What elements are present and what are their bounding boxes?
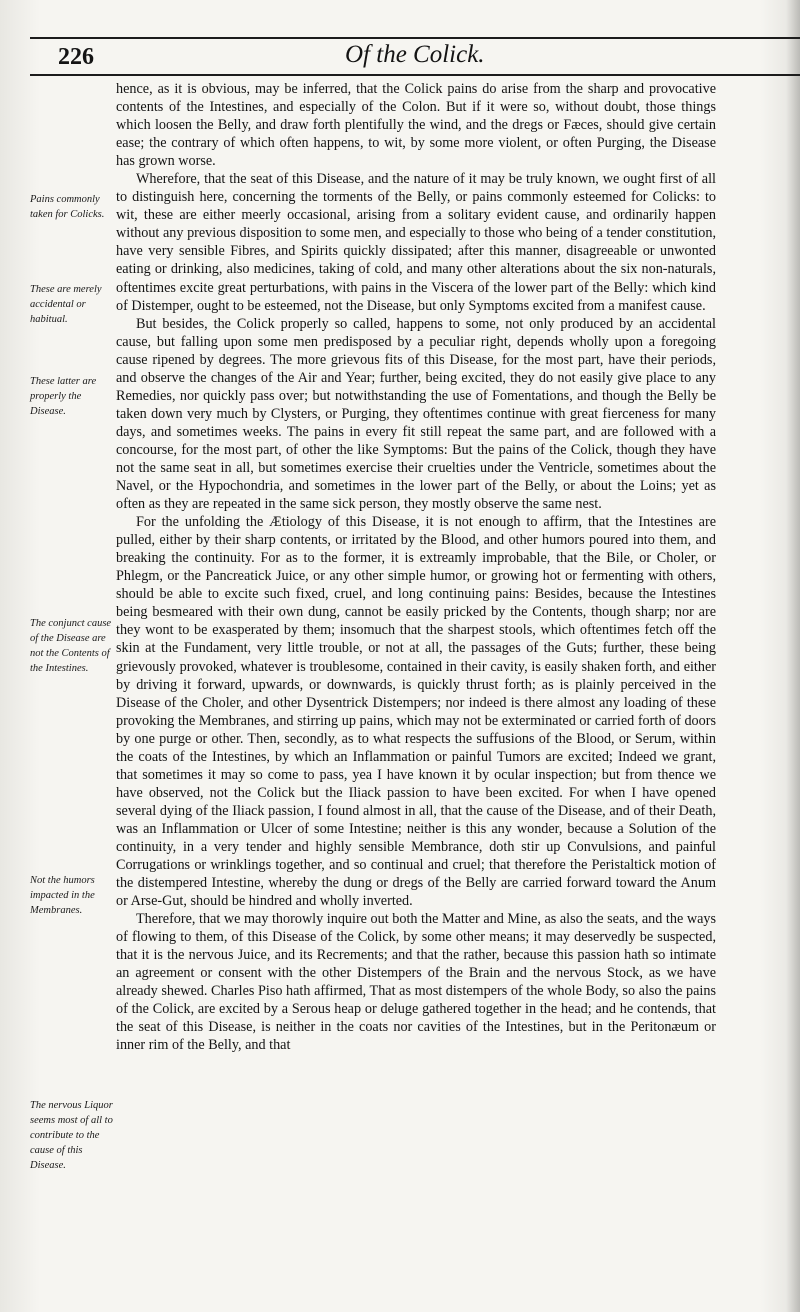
paragraph: hence, as it is obvious, may be inferred, that the Colick pains do arise from the sharp and provocative contents of the Intestines, and especially of the Colon. But if it were so, without doubt, those things which loosen the Belly, and draw forth plentifully the wind, and the dregs or Fæces, should give certain ease; the contrary of which often happens, to wit, by some more violent, or often Purging, the Disease has grown worse.	[116, 81, 716, 170]
header-rule-bottom	[30, 74, 800, 76]
page-edge-shadow	[786, 0, 800, 1312]
header-rule-top	[30, 37, 800, 39]
page-number: 226	[58, 44, 94, 70]
paragraph: Wherefore, that the seat of this Disease, and the nature of it may be truly known, we ought first of all to distinguish here, concerning the torments of the Belly, or pains commonly esteemed for Colicks: to wit, these are either meerly occasional, arising from a solitary evident cause, and ordinarily happen without any previous disposition to some men, and especially to those who being of a tender constitution, have very sensible Fibres, and Spirits quickly dissipated; after this manner, disagreeable or unwonted eating or drinking, also medicines, taking of cold, and many other alterations about the six non-naturals, oftentimes excite great perturbations, with pains in the Viscera of the lower part of the Belly: which kind of Distemper, ought to be esteemed, not the Disease, but only Symptoms excited from a manifest cause.	[116, 171, 716, 314]
margin-note: The nervous Liquor seems most of all to contribute to the cause of this Disease.	[30, 1100, 113, 1171]
body-text	[116, 80, 716, 1055]
paragraph: Therefore, that we may thorowly inquire out both the Matter and Mine, as also the seats, and the ways of flowing to them, of this Disease of the Colick, by some other means; it may deservedly be suspected, that it is the nervous Juice, and its Recrements; and that the rather, because this passion hath so intimate an agreement or consent with the other Distempers of the Brain and the nervous Stock, as we have already shewed. Charles Piso hath affirmed, That as most distempers of the whole Body, so also the pains of the Colick, are excited by a Serous heap or deluge gathered together in the head; and he contends, that the seat of this Disease, is neither in the coats nor cavities of the Intestines, but in the Peritonæum or inner rim of the Belly, and that	[116, 911, 716, 1054]
margin-note: Not the humors impacted in the Membranes.	[30, 875, 95, 916]
margin-note: These are merely accidental or habitual.	[30, 284, 102, 325]
margin-note: These latter are properly the Disease.	[30, 376, 97, 417]
margin-note: Pains commonly taken for Colicks.	[30, 194, 105, 220]
running-title: Of the Colick.	[345, 41, 485, 68]
paragraph: For the unfolding the Ætiology of this Disease, it is not enough to affirm, that the Intestines are pulled, either by their sharp contents, or irritated by the Blood, and other humors poured into them, and breaking the continuity. For as to the former, it is extreamly improbable, that the Bile, or Choler, or Phlegm, or the Pancreatick Juice, or any other simple humor, or growing hot or fermenting with others, should be able to excite such fixed, cruel, and long continuing pains: Besides, because the Intestines being besmeared with their own dung, cannot be easily pricked by the Contents, though sharp; nor are they wont to be exasperated by them; insomuch that the sharpest stools, which oftentimes fetch off the skin at the Fundament, very little trouble, or not at all, the passages of the Guts; further, these being grievously provoked, whatever is troublesome, contained in their cavity, is easily shaken forth, and either by driving it forward, upwards, or downwards, is quickly thrust forth; as is plainly perceived in the Disease of the Choler, and other Dysentrick Distempers; nor indeed is there almost any loading of these provoking the Membranes, and stirring up pains, which may not be exterminated or carried forth of doors by one purge or other. Then, secondly, as to what respects the suffusions of the Blood, or Serum, within the coats of the Intestines, by which an Inflammation or painful Tumors are excited; Indeed we grant, that sometimes it may so come to pass, yea I have known it by ocular inspection; but from thence we have observed, not the Colick but the Iliack passion to have been excited. For when I have opened several dying of the Iliack passion, I found almost in all, that the cause of the Disease, and of their Death, was an Inflammation or Ulcer of some Intestine; neither is this any wonder, because a Solution of the continuity, in a very tender and highly sensible Membrance, doth stir up Convulsions, and painful Corrugations or wrinklings together, and so continual and cruel; that therefore the Peristaltick motion of the distempered Intestine, whereby the dung or dregs of the Belly are carried forward toward the Anum or Arse-Gut, should be hindred and wholly inverted.	[116, 514, 716, 910]
margin-note: The conjunct cause of the Disease are not the Contents of the Intestines.	[30, 618, 112, 674]
paragraph: But besides, the Colick properly so called, happens to some, not only produced by an accidental cause, but falling upon some men predisposed by a peculiar right, depends wholly upon a foregoing cause ripened by degrees. The more grievous fits of this Disease, for the most part, have their periods, and observe the changes of the Air and Year; further, being excited, they do not easily give place to any Remedies, nor quickly pass over; but notwithstanding the use of Fomentations, and though the Belly be taken down very much by Clysters, or Purging, they oftentimes continue with great fierceness for many days, and sometimes weeks. The pains in every fit still repeat the same part, and are followed with a concourse, for the most part, of other the like Symptoms: But the pains of the Colick, though they have not the same seat in all, but sometimes exercise their cruelties under the Ventricle, sometimes about the Navel, or the Hypochondria, and sometimes in the lower part of the Belly, or about the Loins; yet as often as they are repeated in the same sick person, they mostly observe the same nest.	[116, 315, 716, 513]
